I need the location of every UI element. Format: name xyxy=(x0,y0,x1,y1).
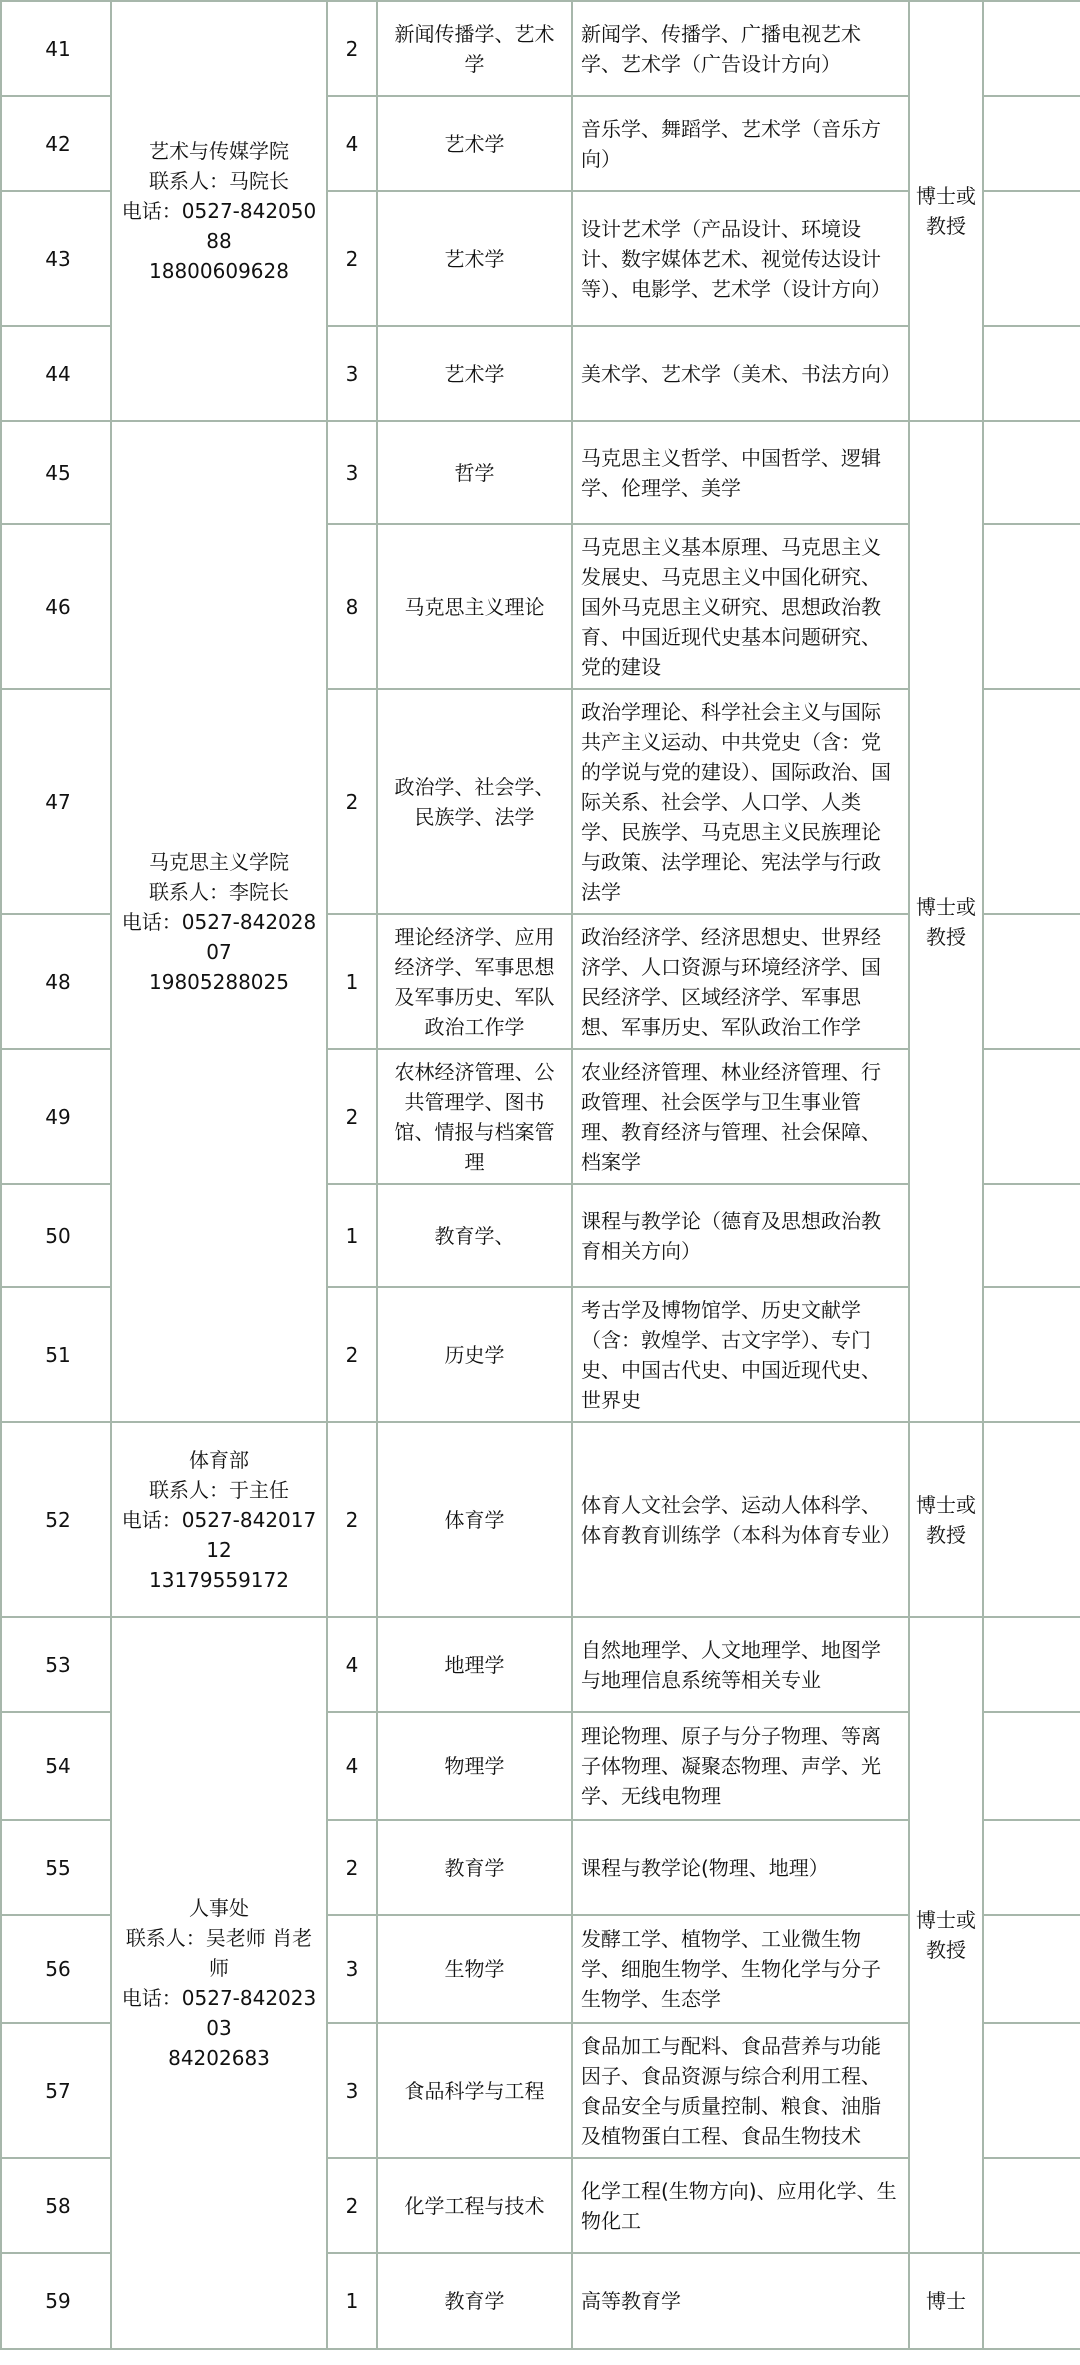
position-count: 2 xyxy=(327,1049,377,1184)
college-line: 18800609628 xyxy=(149,259,289,283)
row-number: 56 xyxy=(1,1915,111,2023)
empty-cell xyxy=(983,1049,1080,1184)
empty-cell xyxy=(983,326,1080,421)
empty-cell xyxy=(983,1287,1080,1422)
position-count: 2 xyxy=(327,191,377,326)
college-line: 88 xyxy=(206,229,232,253)
subject-name: 地理学 xyxy=(377,1617,572,1712)
row-number: 42 xyxy=(1,96,111,191)
college-line: 电话：0527-842050 xyxy=(121,199,317,223)
requirement: 博士或教授 xyxy=(909,1422,983,1617)
empty-cell xyxy=(983,1915,1080,2023)
subject-name: 艺术学 xyxy=(377,326,572,421)
college-line: 人事处 xyxy=(189,1896,249,1920)
subject-name: 马克思主义理论 xyxy=(377,524,572,689)
college-contact-art xyxy=(111,1,327,421)
position-count: 3 xyxy=(327,2023,377,2158)
row-number: 55 xyxy=(1,1820,111,1915)
college-line: 马克思主义学院 xyxy=(149,849,289,874)
subject-name: 政治学、社会学、民族学、法学 xyxy=(377,689,572,914)
subject-name: 哲学 xyxy=(377,421,572,524)
position-count: 4 xyxy=(327,1712,377,1820)
empty-cell xyxy=(983,524,1080,689)
subject-name: 教育学 xyxy=(377,1820,572,1915)
requirement: 博士或教授 xyxy=(909,1,983,421)
subject-name: 历史学 xyxy=(377,1287,572,1422)
row-number: 44 xyxy=(1,326,111,421)
table-row xyxy=(1,1617,1080,1712)
subject-name: 化学工程与技术 xyxy=(377,2158,572,2253)
position-count: 2 xyxy=(327,2158,377,2253)
position-count: 3 xyxy=(327,421,377,524)
row-number: 43 xyxy=(1,191,111,326)
row-number: 49 xyxy=(1,1049,111,1184)
specialty-detail: 设计艺术学（产品设计、环境设计、数字媒体艺术、视觉传达设计等）、电影学、艺术学（设计方向） xyxy=(572,191,909,326)
college-line: 电话：0527-842017 xyxy=(121,1507,317,1532)
specialty-detail: 政治学理论、科学社会主义与国际共产主义运动、中共党史（含：党的学说与党的建设）、国际政治、国际关系、社会学、人口学、人类学、民族学、马克思主义民族理论与政策、法学理论、宪法学与行政法学 xyxy=(572,689,909,914)
row-number: 47 xyxy=(1,689,111,914)
position-count: 2 xyxy=(327,1422,377,1617)
empty-cell xyxy=(983,1820,1080,1915)
row-number: 58 xyxy=(1,2158,111,2253)
subject-name: 艺术学 xyxy=(377,191,572,326)
row-number: 53 xyxy=(1,1617,111,1712)
row-number: 46 xyxy=(1,524,111,689)
row-number: 57 xyxy=(1,2023,111,2158)
college-line: 联系人：吴老师 肖老 xyxy=(125,1926,313,1950)
specialty-detail: 高等教育学 xyxy=(572,2253,909,2349)
specialty-detail: 课程与教学论(物理、地理） xyxy=(572,1820,909,1915)
row-number: 51 xyxy=(1,1287,111,1422)
college-line: 84202683 xyxy=(168,2046,270,2070)
college-line: 联系人：于主任 xyxy=(149,1477,289,1502)
row-number: 50 xyxy=(1,1184,111,1287)
college-contact-pe xyxy=(111,1422,327,1617)
table-row xyxy=(1,1422,1080,1617)
empty-cell xyxy=(983,191,1080,326)
subject-name: 体育学 xyxy=(377,1422,572,1617)
row-number: 48 xyxy=(1,914,111,1049)
college-line: 13179559172 xyxy=(149,1567,289,1592)
specialty-detail: 体育人文社会学、运动人体科学、体育教育训练学（本科为体育专业） xyxy=(572,1422,909,1617)
subject-name: 教育学、 xyxy=(377,1184,572,1287)
row-number: 45 xyxy=(1,421,111,524)
position-count: 3 xyxy=(327,326,377,421)
position-count: 1 xyxy=(327,2253,377,2349)
empty-cell xyxy=(983,914,1080,1049)
requirement: 博士或教授 xyxy=(909,1617,983,2253)
table-row xyxy=(1,1,1080,96)
specialty-detail: 课程与教学论（德育及思想政治教育相关方向） xyxy=(572,1184,909,1287)
position-count: 2 xyxy=(327,1820,377,1915)
position-count: 2 xyxy=(327,1287,377,1422)
position-count: 8 xyxy=(327,524,377,689)
position-count: 4 xyxy=(327,1617,377,1712)
specialty-detail: 政治经济学、经济思想史、世界经济学、人口资源与环境经济学、国民经济学、区域经济学、军事思想、军事历史、军队政治工作学 xyxy=(572,914,909,1049)
empty-cell xyxy=(983,2023,1080,2158)
specialty-detail: 美术学、艺术学（美术、书法方向） xyxy=(572,326,909,421)
empty-cell xyxy=(983,1617,1080,1712)
empty-cell xyxy=(983,1712,1080,1820)
college-contact-hr xyxy=(111,1617,327,2349)
college-line: 12 xyxy=(206,1537,232,1562)
subject-name: 食品科学与工程 xyxy=(377,2023,572,2158)
college-contact-marx xyxy=(111,421,327,1422)
row-number: 52 xyxy=(1,1422,111,1617)
empty-cell xyxy=(983,1422,1080,1617)
position-count: 2 xyxy=(327,1,377,96)
empty-cell xyxy=(983,2158,1080,2253)
position-count: 2 xyxy=(327,689,377,914)
subject-name: 艺术学 xyxy=(377,96,572,191)
empty-cell xyxy=(983,421,1080,524)
row-number: 41 xyxy=(1,1,111,96)
specialty-detail: 音乐学、舞蹈学、艺术学（音乐方向） xyxy=(572,96,909,191)
specialty-detail: 食品加工与配料、食品营养与功能因子、食品资源与综合利用工程、食品安全与质量控制、粮食、油脂及植物蛋白工程、食品生物技术 xyxy=(572,2023,909,2158)
subject-name: 生物学 xyxy=(377,1915,572,2023)
college-line: 艺术与传媒学院 xyxy=(149,139,289,163)
specialty-detail: 新闻学、传播学、广播电视艺术学、艺术学（广告设计方向） xyxy=(572,1,909,96)
specialty-detail: 考古学及博物馆学、历史文献学（含：敦煌学、古文字学）、专门史、中国古代史、中国近现代史、世界史 xyxy=(572,1287,909,1422)
college-line: 电话：0527-842028 xyxy=(121,909,317,934)
empty-cell xyxy=(983,1,1080,96)
college-line: 师 xyxy=(209,1956,229,1980)
empty-cell xyxy=(983,1184,1080,1287)
position-count: 3 xyxy=(327,1915,377,2023)
specialty-detail: 马克思主义哲学、中国哲学、逻辑学、伦理学、美学 xyxy=(572,421,909,524)
college-line: 07 xyxy=(206,939,232,964)
position-count: 1 xyxy=(327,1184,377,1287)
row-number: 59 xyxy=(1,2253,111,2349)
empty-cell xyxy=(983,96,1080,191)
specialty-detail: 理论物理、原子与分子物理、等离子体物理、凝聚态物理、声学、光学、无线电物理 xyxy=(572,1712,909,1820)
specialty-detail: 发酵工学、植物学、工业微生物学、细胞生物学、生物化学与分子生物学、生态学 xyxy=(572,1915,909,2023)
college-line: 体育部 xyxy=(189,1447,249,1472)
specialty-detail: 自然地理学、人文地理学、地图学与地理信息系统等相关专业 xyxy=(572,1617,909,1712)
college-line: 电话：0527-842023 xyxy=(121,1986,317,2010)
specialty-detail: 农业经济管理、林业经济管理、行政管理、社会医学与卫生事业管理、教育经济与管理、社会保障、档案学 xyxy=(572,1049,909,1184)
requirement: 博士或教授 xyxy=(909,421,983,1422)
position-count: 1 xyxy=(327,914,377,1049)
empty-cell xyxy=(983,2253,1080,2349)
college-line: 19805288025 xyxy=(149,969,289,994)
college-line: 联系人：马院长 xyxy=(149,169,289,193)
college-line: 联系人：李院长 xyxy=(149,879,289,904)
row-number: 54 xyxy=(1,1712,111,1820)
college-line: 03 xyxy=(206,2016,232,2040)
empty-cell xyxy=(983,689,1080,914)
subject-name: 理论经济学、应用经济学、军事思想及军事历史、军队政治工作学 xyxy=(377,914,572,1049)
specialty-detail: 马克思主义基本原理、马克思主义发展史、马克思主义中国化研究、国外马克思主义研究、思想政治教育、中国近现代史基本问题研究、党的建设 xyxy=(572,524,909,689)
subject-name: 农林经济管理、公共管理学、图书馆、情报与档案管理 xyxy=(377,1049,572,1184)
subject-name: 教育学 xyxy=(377,2253,572,2349)
subject-name: 新闻传播学、艺术学 xyxy=(377,1,572,96)
position-count: 4 xyxy=(327,96,377,191)
requirement: 博士 xyxy=(909,2253,983,2349)
table-row xyxy=(1,421,1080,524)
subject-name: 物理学 xyxy=(377,1712,572,1820)
specialty-detail: 化学工程(生物方向)、应用化学、生物化工 xyxy=(572,2158,909,2253)
